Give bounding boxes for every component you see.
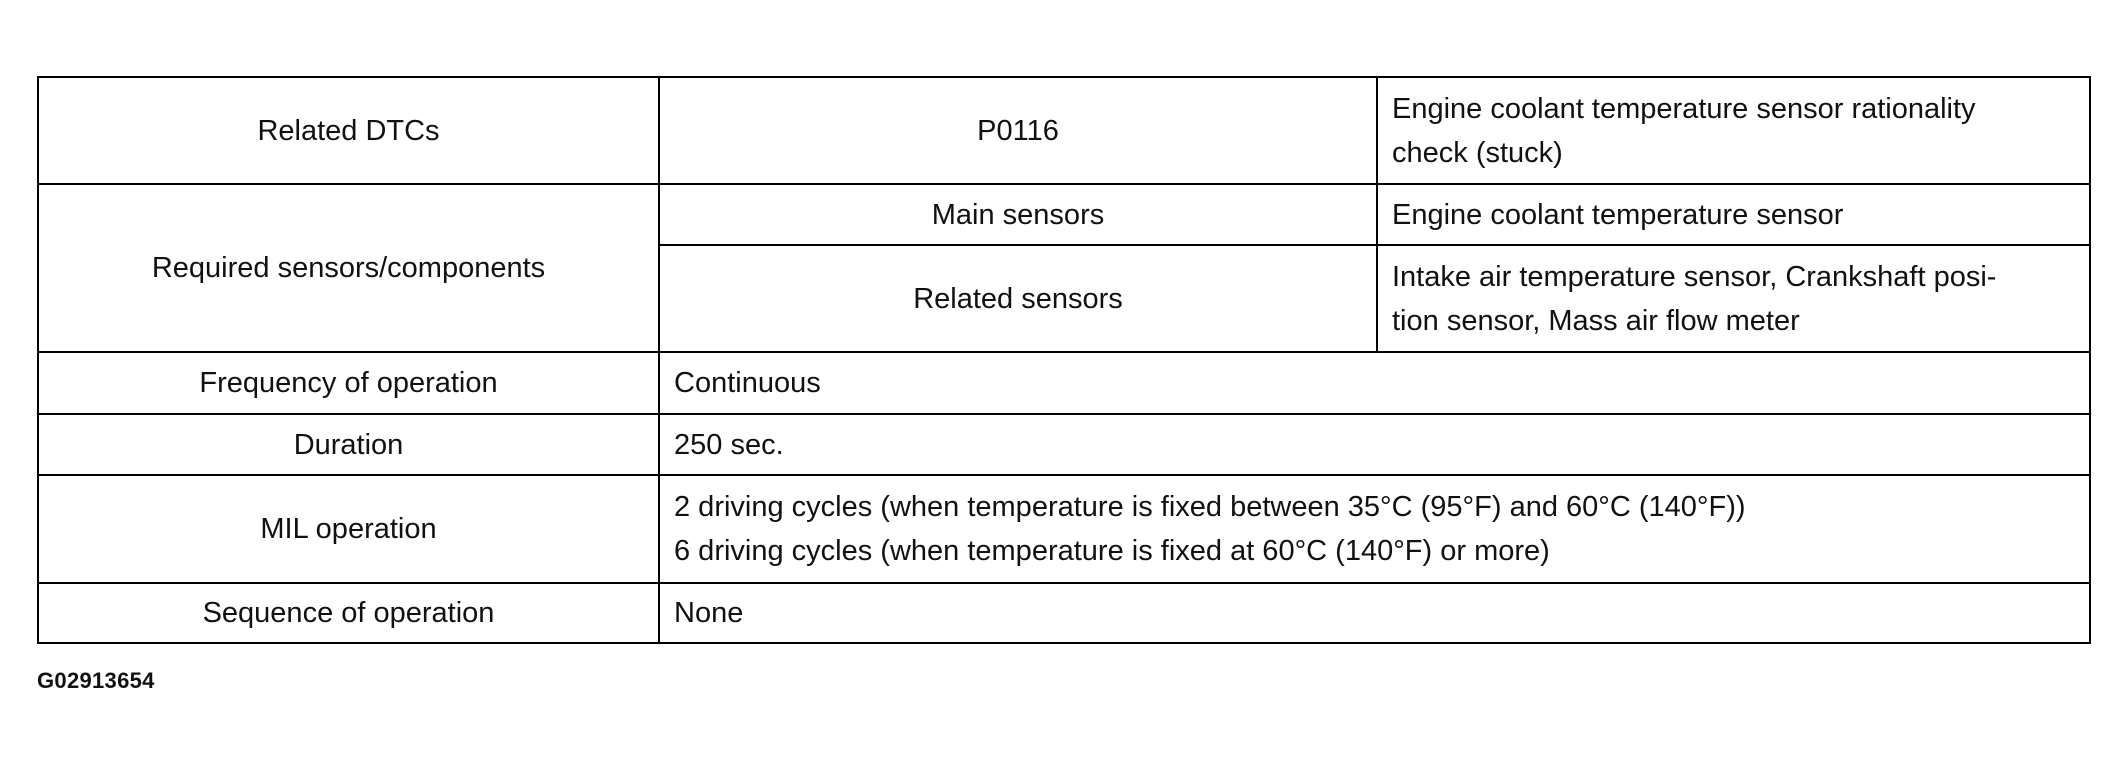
mil-operation-label: MIL operation xyxy=(38,475,659,583)
main-sensors-value: Engine coolant temperature sensor xyxy=(1377,184,2090,245)
mil-operation-value-line-1: 2 driving cycles (when temperature is fixed between 35°C (95°F) and 60°C (140°F)) xyxy=(674,491,1746,523)
related-sensors-value xyxy=(1377,245,2090,352)
frequency-value: Continuous xyxy=(659,352,2090,414)
required-sensors-label: Required sensors/components xyxy=(38,184,659,352)
mil-operation-value-line-2: 6 driving cycles (when temperature is fixed at 60°C (140°F) or more) xyxy=(674,535,1550,567)
mil-operation-value xyxy=(659,475,2090,583)
row-main-sensors xyxy=(38,184,2090,245)
row-duration xyxy=(38,414,2090,475)
monitor-specification-table xyxy=(37,76,2091,644)
row-mil-operation xyxy=(38,475,2090,583)
row-related-dtcs xyxy=(38,77,2090,184)
related-dtcs-label: Related DTCs xyxy=(38,77,659,184)
sequence-value: None xyxy=(659,583,2090,643)
sequence-label: Sequence of operation xyxy=(38,583,659,643)
frequency-label: Frequency of operation xyxy=(38,352,659,414)
related-dtcs-description xyxy=(1377,77,2090,184)
figure-id: G02913654 xyxy=(37,668,155,693)
related-dtcs-code: P0116 xyxy=(659,77,1377,184)
row-frequency xyxy=(38,352,2090,414)
main-sensors-label: Main sensors xyxy=(659,184,1377,245)
row-sequence xyxy=(38,583,2090,643)
duration-value: 250 sec. xyxy=(659,414,2090,475)
related-sensors-value-line-2: tion sensor, Mass air flow meter xyxy=(1392,304,1800,337)
duration-label: Duration xyxy=(38,414,659,475)
related-sensors-value-line-1: Intake air temperature sensor, Crankshaft posi- xyxy=(1392,260,1997,293)
related-sensors-label: Related sensors xyxy=(659,245,1377,352)
related-dtcs-description-line-1: Engine coolant temperature sensor rationality xyxy=(1392,92,1976,125)
related-dtcs-description-line-2: check (stuck) xyxy=(1392,136,1563,169)
